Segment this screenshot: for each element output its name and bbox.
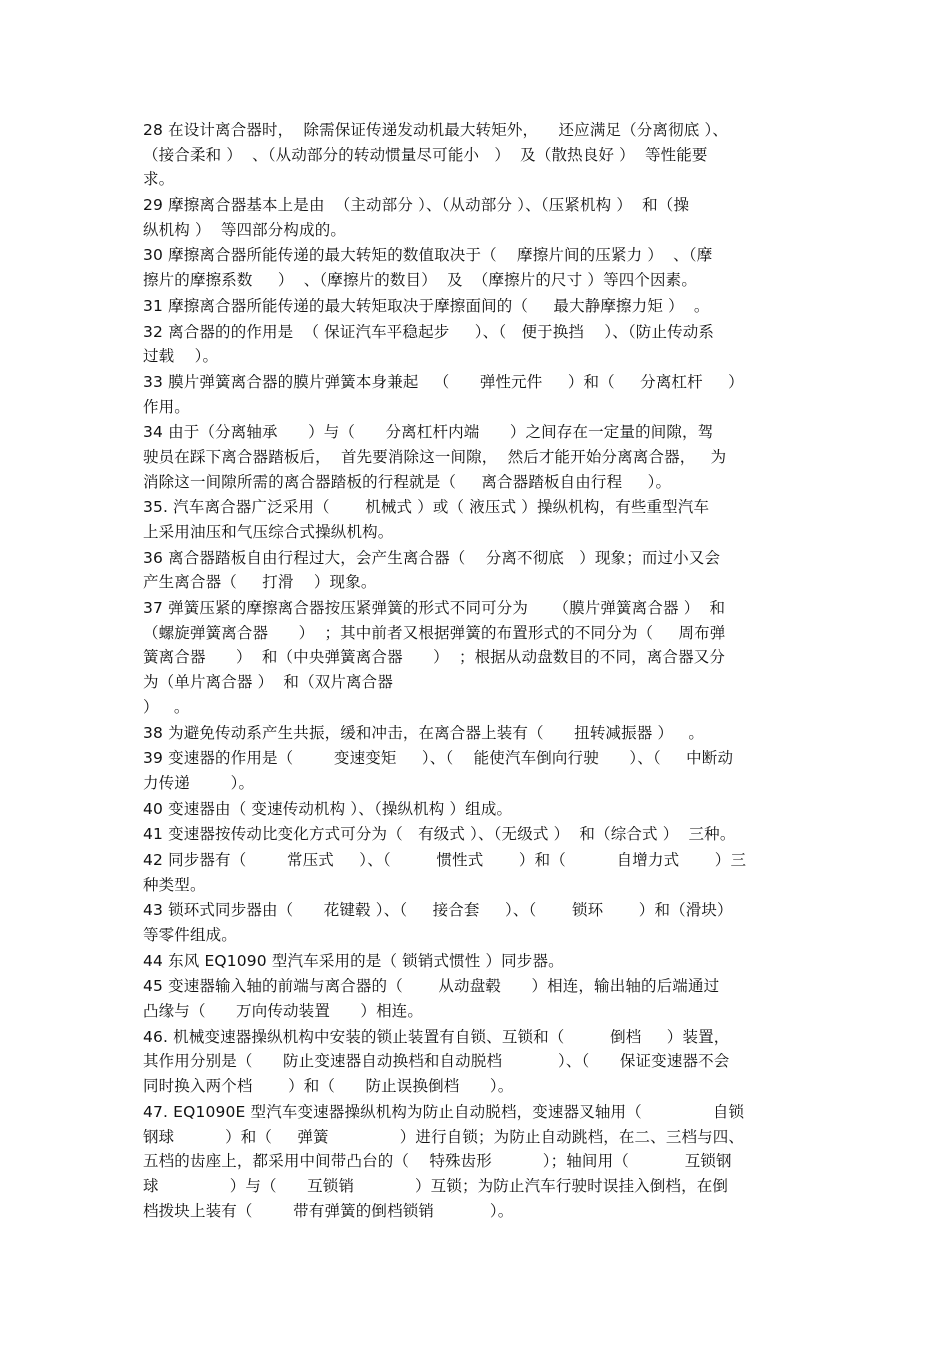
text-line: 44 东风 EQ1090 型汽车采用的是（ 锁销式惯性 ）同步器。 — [143, 951, 564, 970]
text-line: 作用。 — [143, 397, 190, 416]
question-paragraph — [143, 320, 808, 369]
text-line: 其作用分别是（ 防止变速器自动换档和自动脱档 ）、（ 保证变速器不会 — [143, 1052, 730, 1071]
question-paragraph — [143, 495, 808, 544]
text-line: 过载 ）。 — [143, 347, 219, 366]
question-paragraph — [143, 596, 808, 719]
text-line: （接合柔和 ） 、（从动部分的转动惯量尽可能小 ） 及（散热良好 ） 等性能要 — [143, 145, 708, 164]
text-line: 钢球 ）和（ 弹簧 ）进行自锁；为防止自动跳档，在二、三档与四、 — [143, 1127, 745, 1146]
text-line: 33 膜片弹簧离合器的膜片弹簧本身兼起 （ 弹性元件 ）和（ 分离杠杆 ） — [143, 372, 744, 391]
text-line: 45 变速器输入轴的前端与离合器的（ 从动盘毂 ）相连，输出轴的后端通过 — [143, 977, 720, 996]
text-line: 凸缘与（ 万向传动装置 ）相连。 — [143, 1002, 424, 1021]
question-paragraph — [143, 1025, 808, 1099]
text-line: 31 摩擦离合器所能传递的最大转矩取决于摩擦面间的（ 最大静摩擦力矩 ） 。 — [143, 296, 710, 315]
text-line: 上采用油压和气压综合式操纵机构。 — [143, 523, 394, 541]
question-paragraph — [143, 294, 808, 319]
text-line: （螺旋弹簧离合器 ） ；其中前者又根据弹簧的布置形式的不同分为（ 周布弹 — [143, 623, 726, 642]
document-page — [143, 118, 808, 1224]
question-paragraph — [143, 797, 808, 822]
text-line: 35. 汽车离合器广泛采用（ 机械式 ）或（ 液压式 ）操纵机构，有些重型汽车 — [143, 498, 710, 517]
text-line: 力传递 ）。 — [143, 773, 255, 792]
text-line: 擦片的摩擦系数 ） 、（摩擦片的数目） 及 （摩擦片的尺寸 ）等四个因素。 — [143, 271, 697, 290]
text-line: 46. 机械变速器操纵机构中安装的锁止装置有自锁、互锁和（ 倒档 ）装置， — [143, 1027, 730, 1046]
question-paragraph — [143, 822, 808, 847]
text-line: 种类型。 — [143, 875, 206, 894]
text-line: 产生离合器（ 打滑 ）现象。 — [143, 573, 377, 592]
text-line: 36 离合器踏板自由行程过大，会产生离合器（ 分离不彻底 ）现象；而过小又会 — [143, 548, 721, 567]
text-line: 消除这一间隙所需的离合器踏板的行程就是（ 离合器踏板自由行程 ）。 — [143, 472, 672, 491]
question-paragraph — [143, 949, 808, 974]
text-line: 40 变速器由（ 变速传动机构 ）、（操纵机构 ）组成。 — [143, 799, 513, 818]
question-paragraph — [143, 546, 808, 595]
question-paragraph — [143, 721, 808, 746]
text-line: 30 摩擦离合器所能传递的最大转矩的数值取决于（ 摩擦片间的压紧力 ） 、（摩 — [143, 246, 713, 265]
text-line: 同时换入两个档 ）和（ 防止误换倒档 ）。 — [143, 1077, 514, 1096]
text-line: 28 在设计离合器时， 除需保证传递发动机最大转矩外， 还应满足（分离彻底 ）、 — [143, 121, 728, 139]
text-line: 档拨块上装有（ 带有弹簧的倒档锁销 ）。 — [143, 1201, 514, 1220]
question-paragraph — [143, 974, 808, 1023]
question-paragraph — [143, 848, 808, 897]
question-paragraph — [143, 420, 808, 494]
text-line: 纵机构 ） 等四部分构成的。 — [143, 220, 347, 239]
question-paragraph — [143, 243, 808, 292]
text-line: 39 变速器的作用是（ 变速变矩 ）、（ 能使汽车倒向行驶 ）、（ 中断动 — [143, 749, 734, 768]
text-line: 38 为避免传动系产生共振，缓和冲击，在离合器上装有（ 扭转减振器 ） 。 — [143, 723, 705, 742]
question-paragraph — [143, 193, 808, 242]
text-line: 驶员在踩下离合器踏板后， 首先要消除这一间隙， 然后才能开始分离离合器， 为 — [143, 447, 727, 466]
text-line: 47. EQ1090E 型汽车变速器操纵机构为防止自动脱档，变速器叉轴用（ 自锁 — [143, 1102, 745, 1121]
question-paragraph — [143, 118, 808, 192]
text-line: 求。 — [143, 170, 175, 189]
text-line: 簧离合器 ） 和（中央弹簧离合器 ） ；根据从动盘数目的不同，离合器又分 — [143, 648, 726, 667]
question-paragraph — [143, 898, 808, 947]
text-line: 29 摩擦离合器基本上是由 （主动部分 ）、（从动部分 ）、（压紧机构 ） 和（操 — [143, 196, 690, 215]
text-line: ） 。 — [143, 697, 190, 716]
text-line: 等零件组成。 — [143, 926, 237, 944]
text-line: 42 同步器有（ 常压式 ）、（ 惯性式 ）和（ 自增力式 ）三 — [143, 850, 747, 869]
text-line: 34 由于（分离轴承 ）与（ 分离杠杆内端 ）之间存在一定量的间隙，驾 — [143, 423, 714, 442]
text-line: 32 离合器的的作用是 （ 保证汽车平稳起步 ）、（ 便于换挡 ）、（防止传动系 — [143, 322, 715, 341]
question-paragraph — [143, 1100, 808, 1223]
text-line: 五档的齿座上，都采用中间带凸台的（ 特殊齿形 ）；轴间用（ 互锁钢 — [143, 1152, 732, 1171]
text-line: 球 ）与（ 互锁销 ）互锁；为防止汽车行驶时误挂入倒档，在倒 — [143, 1176, 729, 1195]
text-line: 41 变速器按传动比变化方式可分为（ 有级式 ）、（无级式 ） 和（综合式 ） 三种。 — [143, 825, 736, 844]
text-line: 37 弹簧压紧的摩擦离合器按压紧弹簧的形式不同可分为 （膜片弹簧离合器 ） 和 — [143, 599, 726, 618]
question-paragraph — [143, 370, 808, 419]
text-line: 为（单片离合器 ） 和（双片离合器 — [143, 673, 393, 692]
question-paragraph — [143, 746, 808, 795]
text-line: 43 锁环式同步器由（ 花键毂 ）、（ 接合套 ）、（ 锁环 ）和（滑块） — [143, 901, 733, 920]
